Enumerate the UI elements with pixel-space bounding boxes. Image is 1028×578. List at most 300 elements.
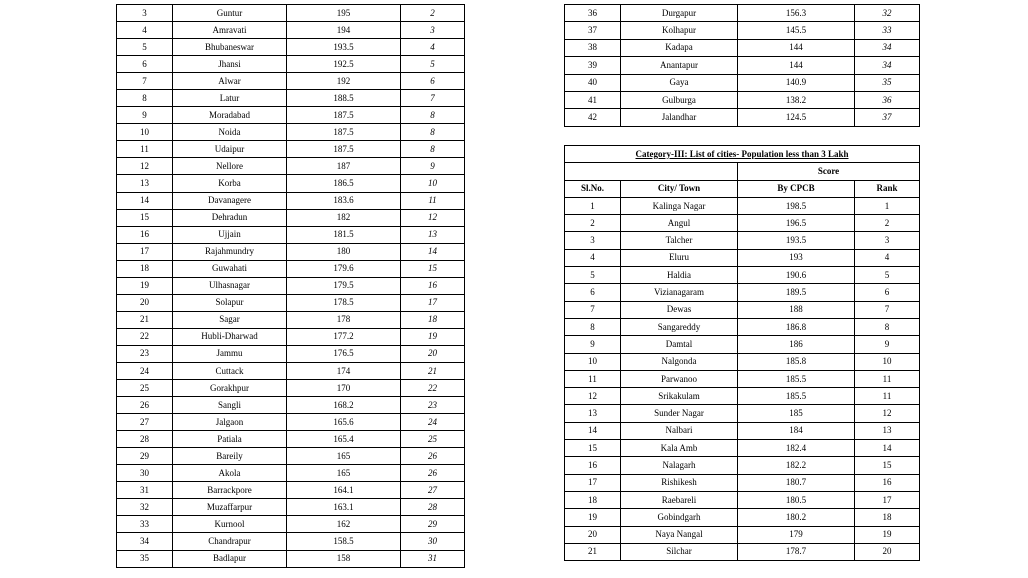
sl-cell: 14: [117, 192, 173, 209]
rank-cell: 20: [401, 345, 465, 362]
city-cell: Cuttack: [173, 362, 287, 379]
city-cell: Talcher: [621, 232, 738, 249]
city-cell: Damtal: [621, 336, 738, 353]
sl-cell: 19: [117, 277, 173, 294]
score-cell: 184: [738, 422, 855, 439]
rank-cell: 7: [401, 90, 465, 107]
table-row: [565, 197, 920, 214]
rank-cell: 10: [401, 175, 465, 192]
sl-cell: 41: [565, 91, 621, 108]
city-cell: Kadapa: [621, 39, 738, 56]
sl-cell: 8: [565, 318, 621, 335]
sl-cell: 15: [565, 440, 621, 457]
rank-cell: 34: [855, 57, 920, 74]
city-cell: Alwar: [173, 73, 287, 90]
category3-column-header-row: [565, 180, 920, 197]
table-row: [117, 499, 465, 516]
rank-cell: 24: [401, 414, 465, 431]
rank-cell: 16: [855, 474, 920, 491]
score-cell: 192.5: [287, 56, 401, 73]
city-cell: Nalbari: [621, 422, 738, 439]
score-cell: 193: [738, 249, 855, 266]
city-cell: Bareily: [173, 448, 287, 465]
table-row: [117, 39, 465, 56]
rank-cell: 25: [401, 431, 465, 448]
score-cell: 185: [738, 405, 855, 422]
sl-cell: 1: [565, 197, 621, 214]
table-row: [117, 158, 465, 175]
rank-cell: 3: [855, 232, 920, 249]
table-row: [565, 39, 920, 56]
city-cell: Sangareddy: [621, 318, 738, 335]
sl-cell: 7: [565, 301, 621, 318]
score-cell: 182: [287, 209, 401, 226]
table-row: [117, 362, 465, 379]
city-cell: Srikakulam: [621, 388, 738, 405]
city-cell: Dewas: [621, 301, 738, 318]
rank-cell: 14: [401, 243, 465, 260]
sl-cell: 16: [565, 457, 621, 474]
score-cell: 180: [287, 243, 401, 260]
table-row: [117, 431, 465, 448]
table-row: [117, 465, 465, 482]
table-row: [565, 249, 920, 266]
score-cell: 144: [738, 57, 855, 74]
city-cell: Rajahmundry: [173, 243, 287, 260]
table-row: [117, 124, 465, 141]
city-cell: Vizianagaram: [621, 284, 738, 301]
table-row: [117, 22, 465, 39]
table-row: [565, 440, 920, 457]
table-row: [565, 318, 920, 335]
rank-cell: 3: [401, 22, 465, 39]
score-cell: 180.7: [738, 474, 855, 491]
table-row: [565, 422, 920, 439]
city-cell: Latur: [173, 90, 287, 107]
table-row: [565, 109, 920, 126]
table-row: [117, 448, 465, 465]
city-cell: Angul: [621, 215, 738, 232]
score-cell: 158: [287, 550, 401, 567]
rank-cell: 16: [401, 277, 465, 294]
table-row: [565, 284, 920, 301]
category3-title: Category-III: List of cities- Population less than 3 Lakh: [565, 146, 920, 163]
city-cell: Sunder Nagar: [621, 405, 738, 422]
city-cell: Jalgaon: [173, 414, 287, 431]
table-row: [565, 491, 920, 508]
score-cell: 168.2: [287, 397, 401, 414]
sl-cell: 6: [565, 284, 621, 301]
sl-cell: 21: [117, 311, 173, 328]
score-cell: 185.5: [738, 388, 855, 405]
table-row: [117, 226, 465, 243]
score-cell: 198.5: [738, 197, 855, 214]
rank-cell: 34: [855, 39, 920, 56]
score-cell: 179.5: [287, 277, 401, 294]
city-cell: Hubli-Dharwad: [173, 328, 287, 345]
rank-cell: 23: [401, 397, 465, 414]
city-cell: Parwanoo: [621, 370, 738, 387]
city-cell: Badlapur: [173, 550, 287, 567]
table-row: [117, 294, 465, 311]
score-cell: 187.5: [287, 141, 401, 158]
rank-cell: 5: [401, 56, 465, 73]
city-cell: Gulburga: [621, 91, 738, 108]
rank-cell: 35: [855, 74, 920, 91]
score-cell: 187.5: [287, 124, 401, 141]
city-cell: Ujjain: [173, 226, 287, 243]
table-row: [117, 414, 465, 431]
rank-cell: 13: [855, 422, 920, 439]
score-cell: 179.6: [287, 260, 401, 277]
table-row: [565, 474, 920, 491]
score-cell: 182.4: [738, 440, 855, 457]
rank-cell: 17: [855, 491, 920, 508]
rank-cell: 26: [401, 465, 465, 482]
score-cell: 178.5: [287, 294, 401, 311]
rank-cell: 6: [401, 73, 465, 90]
rank-cell: 9: [855, 336, 920, 353]
sl-cell: 40: [565, 74, 621, 91]
table-row: [565, 388, 920, 405]
table-row: [117, 141, 465, 158]
table-row: [117, 260, 465, 277]
table-row: [565, 543, 920, 560]
table-row: [117, 5, 465, 22]
rank-cell: 8: [401, 141, 465, 158]
sl-cell: 10: [117, 124, 173, 141]
table-row: [565, 353, 920, 370]
rank-cell: 8: [401, 124, 465, 141]
table-row: [117, 90, 465, 107]
city-cell: Jalandhar: [621, 109, 738, 126]
score-cell: 138.2: [738, 91, 855, 108]
score-cell: 182.2: [738, 457, 855, 474]
score-cell: 174: [287, 362, 401, 379]
table-row: [565, 22, 920, 39]
score-cell: 188.5: [287, 90, 401, 107]
rank-cell: 21: [401, 362, 465, 379]
category3-header-rank: Rank: [855, 180, 920, 197]
sl-cell: 20: [565, 526, 621, 543]
score-cell: 196.5: [738, 215, 855, 232]
rank-cell: 28: [401, 499, 465, 516]
score-cell: 140.9: [738, 74, 855, 91]
table-row: [117, 397, 465, 414]
city-cell: Sagar: [173, 311, 287, 328]
table-row: [117, 175, 465, 192]
city-cell: Nellore: [173, 158, 287, 175]
table-row: [117, 482, 465, 499]
rank-cell: 32: [855, 5, 920, 22]
score-cell: 193.5: [287, 39, 401, 56]
rank-cell: 2: [401, 5, 465, 22]
city-cell: Anantapur: [621, 57, 738, 74]
sl-cell: 4: [565, 249, 621, 266]
city-cell: Muzaffarpur: [173, 499, 287, 516]
score-cell: 165: [287, 448, 401, 465]
city-cell: Kala Amb: [621, 440, 738, 457]
rank-cell: 9: [401, 158, 465, 175]
rank-cell: 18: [401, 311, 465, 328]
category3-table: [564, 145, 920, 561]
table-row: [565, 267, 920, 284]
rank-cell: 17: [401, 294, 465, 311]
rank-cell: 12: [855, 405, 920, 422]
score-cell: 187: [287, 158, 401, 175]
score-cell: 186.8: [738, 318, 855, 335]
score-cell: 180.2: [738, 509, 855, 526]
city-cell: Haldia: [621, 267, 738, 284]
category3-header-city: City/ Town: [621, 180, 738, 197]
sl-cell: 13: [117, 175, 173, 192]
table-row: [117, 243, 465, 260]
rank-cell: 1: [855, 197, 920, 214]
city-cell: Chandrapur: [173, 533, 287, 550]
rank-cell: 20: [855, 543, 920, 560]
sl-cell: 14: [565, 422, 621, 439]
sl-cell: 32: [117, 499, 173, 516]
rank-cell: 6: [855, 284, 920, 301]
sl-cell: 7: [117, 73, 173, 90]
score-cell: 162: [287, 516, 401, 533]
rank-cell: 11: [855, 388, 920, 405]
rank-cell: 8: [401, 107, 465, 124]
sl-cell: 3: [117, 5, 173, 22]
table-row: [565, 232, 920, 249]
sl-cell: 34: [117, 533, 173, 550]
sl-cell: 8: [117, 90, 173, 107]
rank-cell: 18: [855, 509, 920, 526]
sl-cell: 28: [117, 431, 173, 448]
sl-cell: 12: [565, 388, 621, 405]
city-cell: Naya Nangal: [621, 526, 738, 543]
sl-cell: 20: [117, 294, 173, 311]
rank-cell: 15: [401, 260, 465, 277]
sl-cell: 15: [117, 209, 173, 226]
rank-cell: 19: [855, 526, 920, 543]
sl-cell: 12: [117, 158, 173, 175]
city-cell: Gobindgarh: [621, 509, 738, 526]
sl-cell: 35: [117, 550, 173, 567]
rank-cell: 30: [401, 533, 465, 550]
sl-cell: 5: [117, 39, 173, 56]
sl-cell: 42: [565, 109, 621, 126]
sl-cell: 36: [565, 5, 621, 22]
sl-cell: 4: [117, 22, 173, 39]
sl-cell: 33: [117, 516, 173, 533]
city-ranking-table-left: [116, 4, 465, 568]
score-cell: 170: [287, 380, 401, 397]
score-cell: 178.7: [738, 543, 855, 560]
sl-cell: 18: [117, 260, 173, 277]
table-row: [117, 380, 465, 397]
table-row: [565, 91, 920, 108]
rank-cell: 8: [855, 318, 920, 335]
city-cell: Ulhasnagar: [173, 277, 287, 294]
table-row: [117, 192, 465, 209]
rank-cell: 29: [401, 516, 465, 533]
sl-cell: 16: [117, 226, 173, 243]
score-cell: 163.1: [287, 499, 401, 516]
sl-cell: 25: [117, 380, 173, 397]
rank-cell: 37: [855, 109, 920, 126]
rank-cell: 13: [401, 226, 465, 243]
sl-cell: 37: [565, 22, 621, 39]
score-cell: 165.4: [287, 431, 401, 448]
city-cell: Udaipur: [173, 141, 287, 158]
table-row: [117, 516, 465, 533]
score-cell: 164.1: [287, 482, 401, 499]
right-top-table-body: [565, 5, 920, 127]
sl-cell: 11: [565, 370, 621, 387]
rank-cell: 7: [855, 301, 920, 318]
rank-cell: 19: [401, 328, 465, 345]
city-cell: Solapur: [173, 294, 287, 311]
sl-cell: 27: [117, 414, 173, 431]
score-cell: 158.5: [287, 533, 401, 550]
sl-cell: 22: [117, 328, 173, 345]
sl-cell: 38: [565, 39, 621, 56]
city-cell: Jhansi: [173, 56, 287, 73]
score-cell: 186: [738, 336, 855, 353]
sl-cell: 19: [565, 509, 621, 526]
rank-cell: 36: [855, 91, 920, 108]
category3-table-body: [565, 197, 920, 560]
category3-title-row: [565, 146, 920, 163]
table-row: [565, 526, 920, 543]
score-cell: 145.5: [738, 22, 855, 39]
sl-cell: 3: [565, 232, 621, 249]
table-row: [565, 301, 920, 318]
city-cell: Sangli: [173, 397, 287, 414]
table-row: [565, 457, 920, 474]
table-row: [117, 328, 465, 345]
category3-score-header-row: [565, 163, 920, 180]
rank-cell: 10: [855, 353, 920, 370]
sl-cell: 13: [565, 405, 621, 422]
city-cell: Durgapur: [621, 5, 738, 22]
table-row: [565, 370, 920, 387]
score-cell: 189.5: [738, 284, 855, 301]
city-cell: Davanagere: [173, 192, 287, 209]
sl-cell: 11: [117, 141, 173, 158]
table-row: [117, 56, 465, 73]
sl-cell: 17: [565, 474, 621, 491]
table-row: [565, 405, 920, 422]
score-cell: 193.5: [738, 232, 855, 249]
table-row: [117, 550, 465, 567]
sl-cell: 17: [117, 243, 173, 260]
sl-cell: 31: [117, 482, 173, 499]
sl-cell: 9: [565, 336, 621, 353]
rank-cell: 15: [855, 457, 920, 474]
table-row: [565, 57, 920, 74]
rank-cell: 31: [401, 550, 465, 567]
city-cell: Eluru: [621, 249, 738, 266]
score-cell: 165.6: [287, 414, 401, 431]
score-cell: 185.5: [738, 370, 855, 387]
rank-cell: 12: [401, 209, 465, 226]
table-row: [565, 336, 920, 353]
rank-cell: 14: [855, 440, 920, 457]
city-cell: Korba: [173, 175, 287, 192]
sl-cell: 6: [117, 56, 173, 73]
table-row: [565, 509, 920, 526]
sl-cell: 5: [565, 267, 621, 284]
rank-cell: 33: [855, 22, 920, 39]
sl-cell: 18: [565, 491, 621, 508]
sl-cell: 24: [117, 362, 173, 379]
rank-cell: 22: [401, 380, 465, 397]
city-cell: Raebareli: [621, 491, 738, 508]
city-cell: Kalinga Nagar: [621, 197, 738, 214]
table-row: [117, 107, 465, 124]
rank-cell: 26: [401, 448, 465, 465]
score-cell: 190.6: [738, 267, 855, 284]
sl-cell: 10: [565, 353, 621, 370]
city-ranking-table-right-top: [564, 4, 920, 127]
city-cell: Dehradun: [173, 209, 287, 226]
table-row: [565, 215, 920, 232]
score-cell: 176.5: [287, 345, 401, 362]
rank-cell: 5: [855, 267, 920, 284]
sl-cell: 29: [117, 448, 173, 465]
score-cell: 180.5: [738, 491, 855, 508]
sl-cell: 39: [565, 57, 621, 74]
category3-header-score: By CPCB: [738, 180, 855, 197]
sl-cell: 2: [565, 215, 621, 232]
rank-cell: 11: [401, 192, 465, 209]
city-cell: Kolhapur: [621, 22, 738, 39]
city-cell: Amravati: [173, 22, 287, 39]
table-row: [117, 277, 465, 294]
sl-cell: 21: [565, 543, 621, 560]
score-cell: 185.8: [738, 353, 855, 370]
city-cell: Akola: [173, 465, 287, 482]
sl-cell: 23: [117, 345, 173, 362]
score-cell: 156.3: [738, 5, 855, 22]
rank-cell: 27: [401, 482, 465, 499]
city-cell: Kurnool: [173, 516, 287, 533]
score-cell: 183.6: [287, 192, 401, 209]
rank-cell: 11: [855, 370, 920, 387]
city-cell: Silchar: [621, 543, 738, 560]
category3-header-sl: Sl.No.: [565, 180, 621, 197]
rank-cell: 2: [855, 215, 920, 232]
city-cell: Guwahati: [173, 260, 287, 277]
city-cell: Nalagarh: [621, 457, 738, 474]
table-row: [117, 311, 465, 328]
score-cell: 144: [738, 39, 855, 56]
sl-cell: 9: [117, 107, 173, 124]
table-row: [117, 533, 465, 550]
sl-cell: 30: [117, 465, 173, 482]
city-cell: Rishikesh: [621, 474, 738, 491]
city-cell: Gaya: [621, 74, 738, 91]
table-row: [117, 209, 465, 226]
category3-score-header: Score: [738, 163, 920, 180]
city-cell: Noida: [173, 124, 287, 141]
score-cell: 187.5: [287, 107, 401, 124]
rank-cell: 4: [401, 39, 465, 56]
score-cell: 165: [287, 465, 401, 482]
city-cell: Jammu: [173, 345, 287, 362]
score-cell: 178: [287, 311, 401, 328]
score-cell: 124.5: [738, 109, 855, 126]
score-cell: 177.2: [287, 328, 401, 345]
table-row: [565, 74, 920, 91]
